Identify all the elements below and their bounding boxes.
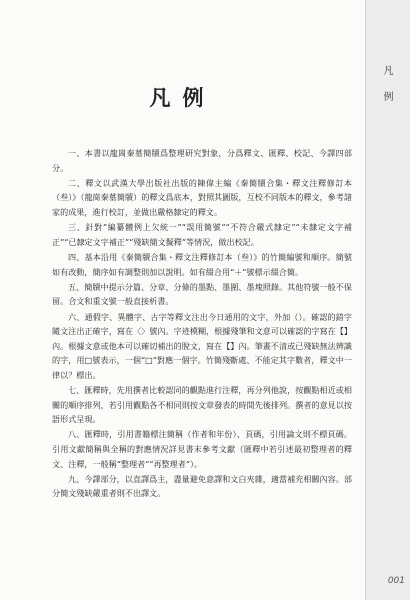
guideline-item: 七、匯釋時，先用撰者比較認同的觀點進行注釋，再分列他說，按觀點相近或相關的順序排列，若引用觀點各不相同則按文章發表的時間先後排列。撰者的意見以按語形式呈現。 [52, 385, 352, 425]
page-number: 001 [387, 576, 405, 586]
guideline-item: 八、匯釋時，引用書籍標注簡稱（作者和年份）、頁碼，引用論文則不標頁碼。引用文獻簡稱與全稱的對應情況詳見書末參考文獻（匯釋中若引述最初整理者的釋文、注釋，一般稱“整理者”“再整理者”）。 [52, 429, 352, 469]
guideline-item: 三、針對“編纂體例上欠統一”“誤用簡號”“不符合嚴式隸定”“未隸定文字補正”“已隸定文字補正”“殘缺簡文擬釋”等情況，做出校記。 [52, 222, 352, 247]
page-title: 凡例 [149, 85, 216, 110]
guideline-item: 九、今譯部分，以直譯爲主，盡量避免意譯和文白夾雜，適當補充相關內容。部分簡文殘缺嚴重者則不出譯文。 [52, 473, 352, 499]
margin-sidebar [365, 0, 410, 600]
guidelines-body [52, 146, 352, 501]
guideline-item: 一、本書以龍崗秦墓簡牘爲整理研究對象，分爲釋文、匯釋、校記、今譯四部分。 [52, 148, 352, 173]
guideline-item: 二、釋文以武漢大學出版社出版的陳偉主編《秦簡牘合集・釋文注釋修訂本（叁）》（龍崗秦墓簡牘）的釋文爲底本，對照其圖版，互校不同版本的釋文，參考諸家的成果，進行校訂，並做出嚴格隸定的釋文。 [52, 177, 352, 217]
running-head-char: 凡 [383, 66, 394, 77]
guideline-item: 四、基本沿用《秦簡牘合集・釋文注釋修訂本（叁）》的竹簡編號和順序。簡號如有改動，簡序如有調整則加以說明。如有綴合用“＋”號標示綴合簡。 [52, 251, 352, 277]
running-head-char: 例 [383, 92, 394, 103]
guideline-item: 五、簡牘中提示分篇、分章、分條的墨點、墨圍、墨塊照錄。其他符號一般不保留。合文和重文號一般直接析書。 [52, 281, 352, 307]
guideline-item: 六、通假字、異體字、古字等釋文注出今日通用的文字，外加（）。確認的錯字隨文注出正確字，寫在〈〉號內。字迹模糊，根據殘筆和文意可以確認的字寫在【】內。根據文意或他本可以確切補出的脫文，寫在【】內。筆畫不清或已殘缺無法辨識的字，用□號表示，一個“□”對應一個字。竹簡殘斷處、不能定其字數者，釋文中一律以？標出。 [52, 311, 352, 380]
